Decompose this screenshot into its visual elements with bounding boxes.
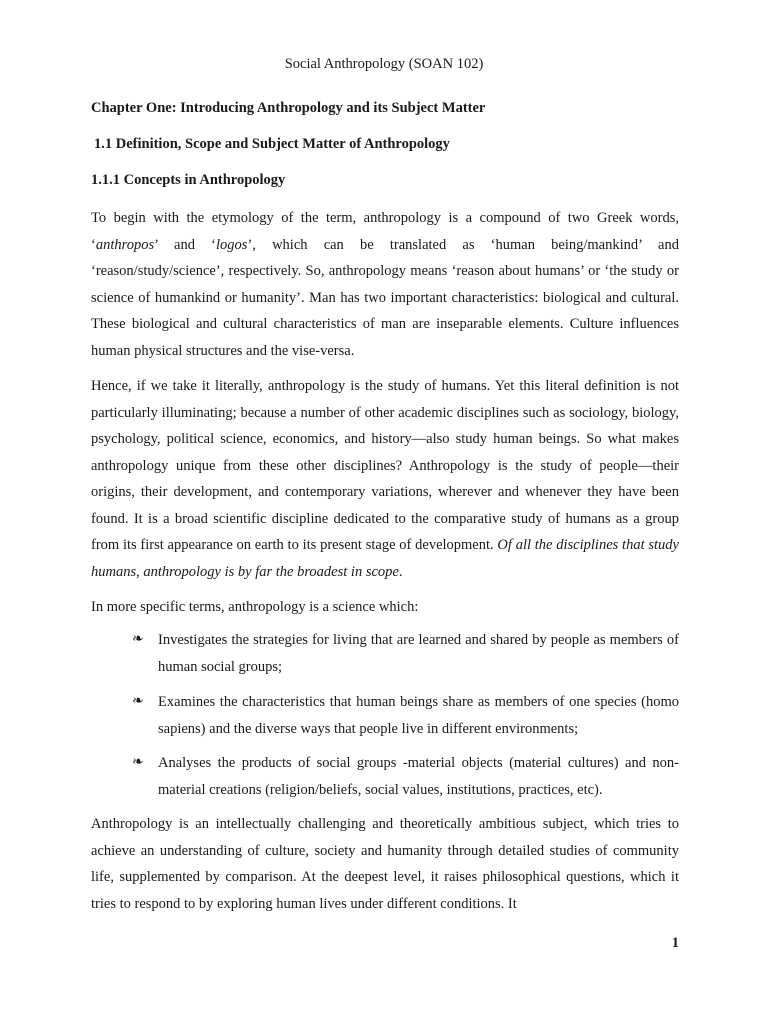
bullet-list-2 [130,689,679,750]
fleuron-bullet-icon: ❧ [132,694,144,709]
subsection-heading: 1.1.1 Concepts in Anthropology [91,172,286,188]
paragraph-text: . [398,563,403,580]
list-item-text: Examines the characteristics that human beings share as members of one species (homo sapiens) and the diverse ways that people live in different environments; [158,694,679,737]
term-anthropos: anthropos [95,236,155,253]
paragraph-etymology [91,205,679,364]
list-item [130,627,679,680]
paragraph-intro-list: In more specific terms, anthropology is a science which: [91,599,419,615]
paragraph-text: To begin with the etymology of the term, anthropology is a compound of two Greek words, ‘ [91,210,679,253]
emphasis-text: Of all the disciplines that study humans, anthropology is by far the broadest in scope [91,537,679,580]
running-header: Social Anthropology (SOAN 102) [284,56,484,72]
list-item-text: Analyses the products of social groups -material objects (material cultures) and non-material creations (religion/beliefs, social values, institutions, practices, etc). [158,755,679,798]
paragraph-anthropology-challenge: Anthropology is an intellectually challenging and theoretically ambitious subject, which tries to achieve an understanding of culture, society and humanity through detailed studies of community life, supplemented by comparison. At the deepest level, it raises philosophical questions, which it tries to respond to by exploring human lives under different conditions. It [91,816,679,912]
page-number: 1 [671,935,679,951]
section-heading: 1.1 Definition, Scope and Subject Matter of Anthropology [94,136,450,152]
term-logos: logos [216,236,248,253]
bullet-list-1 [130,627,679,688]
list-item [130,750,679,803]
fleuron-bullet-icon: ❧ [132,755,144,770]
paragraph-text: ’ and ‘ [154,236,217,253]
list-item [130,689,679,742]
paragraph-text: ’, which can be translated as ‘human being/mankind’ and ‘reason/study/science’, respectively. So, anthropology means ‘reason about humans’ or ‘the study or science of humankind or humanity’. Man has two important characteristics: biological and cultural. These biological and cultural characteristics of man are inseparable elements. Culture influences human physical structures and the vise-versa. [91,236,679,359]
fleuron-bullet-icon: ❧ [132,632,144,647]
paragraph-text: Hence, if we take it literally, anthropology is the study of humans. Yet this literal definition is not particularly illuminating; because a number of other academic disciplines such as sociology, biology, psychology, political science, economics, and history—also study human beings. So what makes anthropology unique from these other disciplines? Anthropology is the study of people—their origins, their development, and contemporary variations, wherever and whenever they have been found. It is a broad scientific discipline dedicated to the comparative study of humans as a group from its first appearance on earth to its present stage of development. [91,378,679,553]
bullet-list-3 [130,750,679,811]
chapter-heading: Chapter One: Introducing Anthropology and its Subject Matter [91,100,486,116]
paragraph-definition [91,373,679,585]
list-item-text: Investigates the strategies for living that are learned and shared by people as members of human social groups; [158,632,679,675]
